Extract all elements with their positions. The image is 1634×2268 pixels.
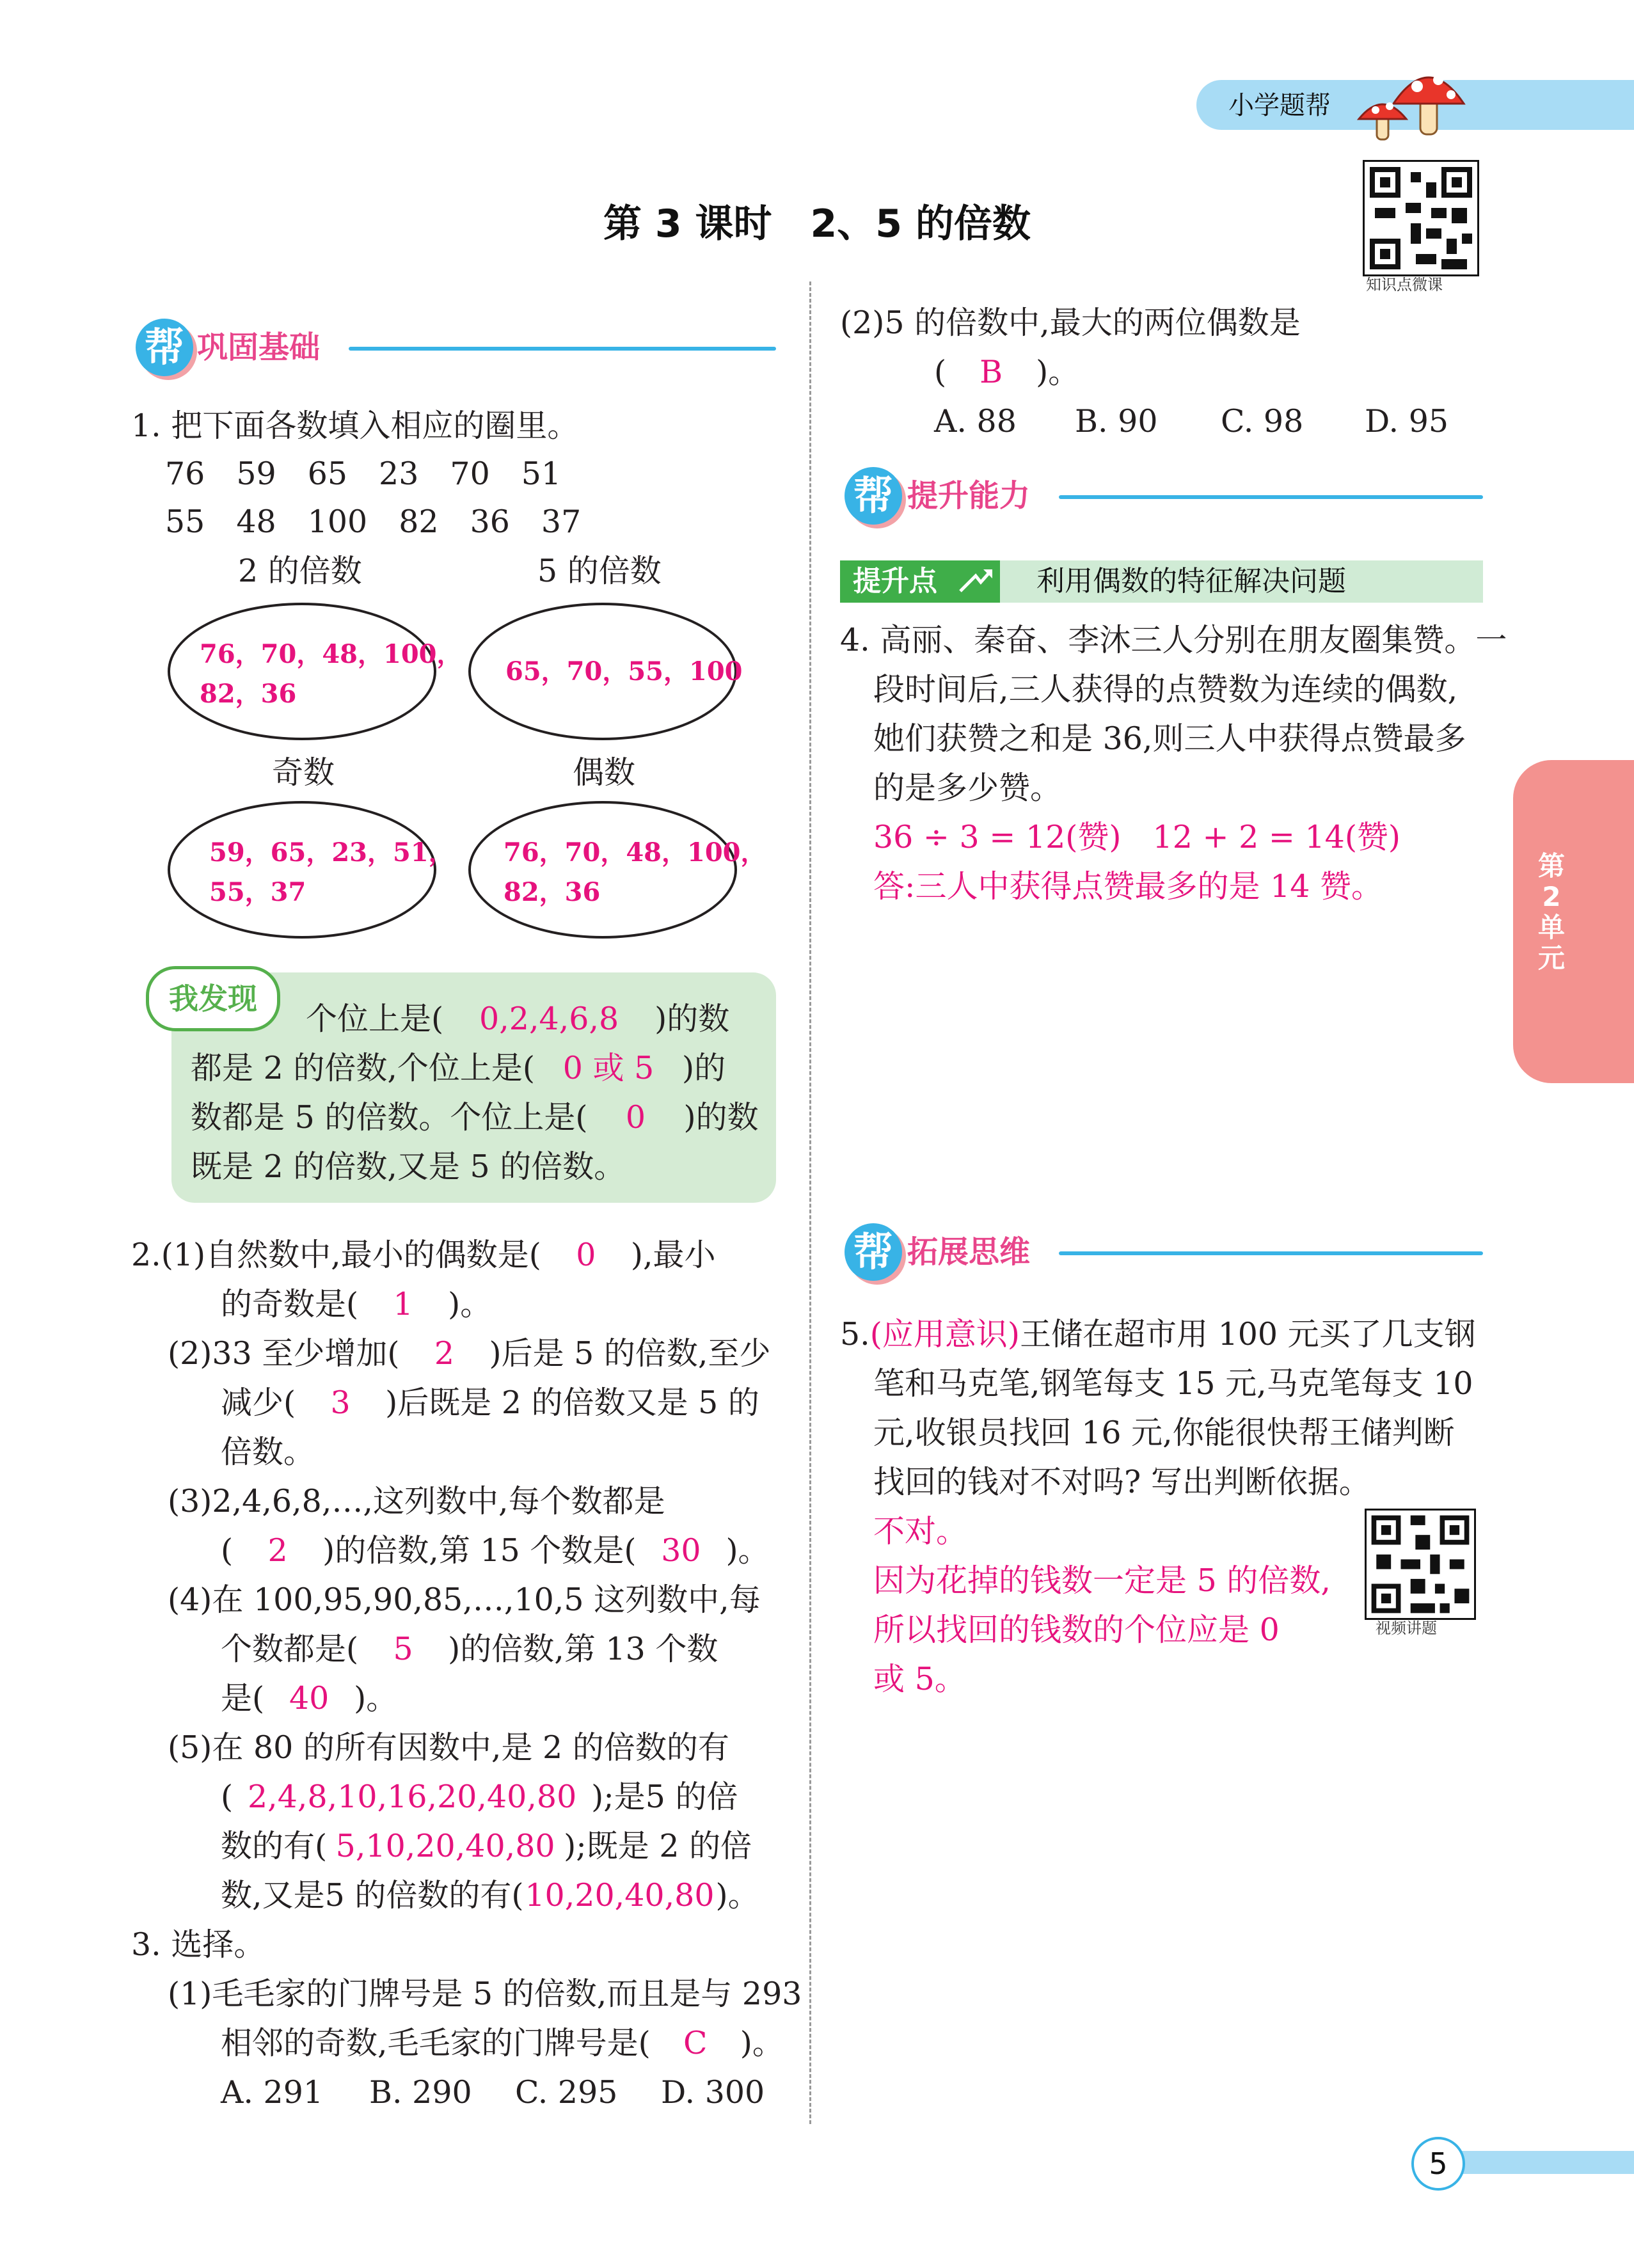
discover-line2: 都是 2 的倍数,个位上是( 0 或 5 )的	[191, 1050, 726, 1086]
section-badge: 帮	[845, 467, 902, 525]
video-qr-code-icon[interactable]	[1365, 1509, 1476, 1620]
set-answer: 65，70，55，100	[505, 656, 743, 686]
q4-answer-calc: 36 ÷ 3 = 12(赞) 12 + 2 = 14(赞)	[873, 819, 1401, 855]
q2-part3-line1: (3)2,4,6,8,…,这列数中,每个数都是	[168, 1483, 665, 1519]
q4-line3: 她们获赞之和是 36,则三人中获得点赞最多	[873, 720, 1466, 757]
qr-code-icon[interactable]	[1363, 160, 1479, 276]
discover-tag: 我发现	[146, 966, 280, 1031]
discover-line1: 个位上是( 0,2,4,6,8 )的数	[306, 1001, 730, 1037]
set-answer: 76，70，48，100，	[504, 837, 766, 868]
qr-caption: 知识点微课	[1366, 276, 1443, 294]
q3-part1-option: C. 295	[515, 2074, 618, 2111]
q2-part5-line3: 数的有( 5,10,20,40,80 );既是 2 的倍	[221, 1828, 752, 1864]
q3-part2-option: C. 98	[1221, 403, 1304, 440]
set-label-even: 偶数	[573, 754, 636, 791]
arrow-icon	[956, 566, 995, 598]
q2-part1-line2: 的奇数是( 1 )。	[221, 1286, 492, 1322]
q1-stem: 1. 把下面各数填入相应的圈里。	[131, 408, 579, 444]
q3-part2-option: D. 95	[1365, 403, 1449, 440]
q5-answer-line1: 不对。	[873, 1513, 968, 1550]
set-label-multiple-of-2: 2 的倍数	[238, 553, 362, 589]
q5-line1: 5.(应用意识)王储在超市用 100 元买了几支钢	[840, 1316, 1476, 1352]
q2-part3-line2: ( 2 )的倍数,第 15 个数是( 30 )。	[221, 1532, 770, 1569]
q2-part5-line1: (5)在 80 的所有因数中,是 2 的倍数的有	[168, 1729, 729, 1766]
q2-part2-line2: 减少( 3 )后既是 2 的倍数又是 5 的	[221, 1384, 759, 1421]
q5-answer-line3: 所以找回的钱数的个位应是 0	[873, 1612, 1280, 1648]
q4-answer-statement: 答:三人中获得点赞最多的是 14 赞。	[873, 868, 1383, 905]
tip-tag: 提升点	[840, 560, 1000, 603]
q3-part2-option: B. 90	[1075, 403, 1158, 440]
section-rule	[1059, 1251, 1483, 1255]
set-answer: 82，36	[200, 679, 297, 709]
q2-part4-line3: 是( 40 )。	[221, 1680, 398, 1717]
tip-text: 利用偶数的特征解决问题	[1036, 565, 1346, 598]
q5-line4: 找回的钱对不对吗? 写出判断依据。	[873, 1464, 1370, 1500]
column-divider	[809, 282, 811, 2124]
page-number: 5	[1411, 2137, 1465, 2191]
q3-part2-line1: (2)5 的倍数中,最大的两位偶数是	[840, 305, 1301, 341]
discover-line4: 既是 2 的倍数,又是 5 的倍数。	[191, 1148, 626, 1185]
q2-part2-line1: (2)33 至少增加( 2 )后是 5 的倍数,至少	[168, 1335, 771, 1372]
set-label-multiple-of-5: 5 的倍数	[537, 553, 662, 589]
mushroom-icon	[1344, 58, 1471, 147]
section-rule	[1059, 495, 1483, 499]
q2-part5-line2: ( 2,4,8,10,16,20,40,80 );是5 的倍	[221, 1779, 738, 1815]
q2-part4-line2: 个数都是( 5 )的倍数,第 13 个数	[221, 1631, 718, 1667]
q2-part1-line1: 2.(1)自然数中,最小的偶数是( 0 ),最小	[131, 1237, 716, 1273]
video-qr-caption: 视频讲题	[1376, 1619, 1437, 1637]
page-title: 第 3 课时 2、5 的倍数	[603, 202, 1031, 246]
q3-part2-option: A. 88	[934, 403, 1017, 440]
brand-name: 小学题帮	[1228, 91, 1331, 120]
q5-answer-line4: 或 5。	[873, 1661, 966, 1697]
q2-part5-line4: 数,又是5 的倍数的有(10,20,40,80)。	[221, 1877, 759, 1914]
set-label-odd: 奇数	[272, 754, 335, 791]
section-title-basic: 巩固基础	[197, 329, 321, 365]
q3-part1-line1: (1)毛毛家的门牌号是 5 的倍数,而且是与 293	[168, 1976, 802, 2012]
q1-numbers-row2: 55 48 100 82 36 37	[165, 504, 582, 540]
q3-stem: 3. 选择。	[131, 1926, 266, 1963]
q3-part1-option: A. 291	[221, 2074, 324, 2111]
unit-tab-label: 第 2 单 元	[1537, 850, 1565, 974]
discover-line3: 数都是 5 的倍数。个位上是( 0 )的数	[191, 1099, 759, 1136]
q2-part4-line1: (4)在 100,95,90,85,…,10,5 这列数中,每	[168, 1582, 761, 1618]
q2-part2-line3: 倍数。	[221, 1434, 315, 1470]
section-title-ability: 提升能力	[907, 478, 1031, 514]
q5-line2: 笔和马克笔,钢笔每支 15 元,马克笔每支 10	[873, 1365, 1473, 1402]
set-answer: 59，65，23，51，	[209, 837, 454, 868]
q4-line1: 4. 高丽、秦奋、李沐三人分别在朋友圈集赞。一	[840, 622, 1507, 658]
q4-line4: 的是多少赞。	[873, 770, 1062, 806]
set-answer: 76，70，48，100，	[200, 639, 463, 669]
q5-line3: 元,收银员找回 16 元,你能很快帮王储判断	[873, 1415, 1455, 1451]
section-badge: 帮	[136, 319, 193, 376]
q3-part1-line2: 相邻的奇数,毛毛家的门牌号是( C )。	[221, 2025, 784, 2061]
q3-part1-option: D. 300	[661, 2074, 765, 2111]
q5-answer-line2: 因为花掉的钱数一定是 5 的倍数,	[873, 1562, 1331, 1599]
q1-numbers-row1: 76 59 65 23 70 51	[165, 456, 562, 492]
q4-line2: 段时间后,三人获得的点赞数为连续的偶数,	[873, 671, 1458, 708]
q3-part1-option: B. 290	[369, 2074, 472, 2111]
set-answer: 82，36	[504, 877, 601, 907]
q3-part2-line2: ( B )。	[934, 354, 1080, 390]
section-title-expand: 拓展思维	[907, 1234, 1031, 1270]
set-answer: 55，37	[209, 877, 306, 907]
section-badge: 帮	[845, 1223, 902, 1281]
section-rule	[349, 347, 776, 351]
